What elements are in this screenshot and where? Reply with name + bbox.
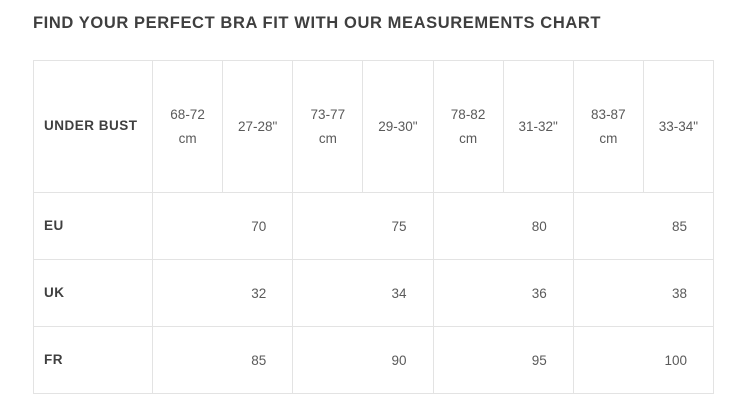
header-cell-metric-2: 73-77 cm <box>293 61 363 193</box>
row-label-eu: EU <box>34 193 153 260</box>
table-row-fr <box>34 327 714 394</box>
header-cell-metric-1: 68-72 cm <box>153 61 223 193</box>
measurements-table-wrapper <box>33 60 714 394</box>
cell-uk-2: 34 <box>293 260 433 327</box>
header-cell-metric-4: 83-87 cm <box>573 61 643 193</box>
table-row-underbust <box>34 61 714 193</box>
header-cell-imperial-1: 27-28" <box>223 61 293 193</box>
cell-fr-2: 90 <box>293 327 433 394</box>
cell-eu-4: 85 <box>573 193 713 260</box>
table-row-uk <box>34 260 714 327</box>
cell-eu-2: 75 <box>293 193 433 260</box>
cell-eu-3: 80 <box>433 193 573 260</box>
cell-fr-4: 100 <box>573 327 713 394</box>
cell-fr-1: 85 <box>153 327 293 394</box>
cell-fr-3: 95 <box>433 327 573 394</box>
header-cell-imperial-4: 33-34" <box>643 61 713 193</box>
row-label-underbust: UNDER BUST <box>34 61 153 193</box>
header-cell-imperial-3: 31-32" <box>503 61 573 193</box>
cell-uk-3: 36 <box>433 260 573 327</box>
header-cell-metric-3: 78-82 cm <box>433 61 503 193</box>
page-title: FIND YOUR PERFECT BRA FIT WITH OUR MEASUREMENTS CHART <box>33 14 602 32</box>
measurements-table <box>33 60 714 394</box>
table-row-eu <box>34 193 714 260</box>
cell-uk-4: 38 <box>573 260 713 327</box>
cell-eu-1: 70 <box>153 193 293 260</box>
header-cell-imperial-2: 29-30" <box>363 61 433 193</box>
cell-uk-1: 32 <box>153 260 293 327</box>
row-label-uk: UK <box>34 260 153 327</box>
row-label-fr: FR <box>34 327 153 394</box>
